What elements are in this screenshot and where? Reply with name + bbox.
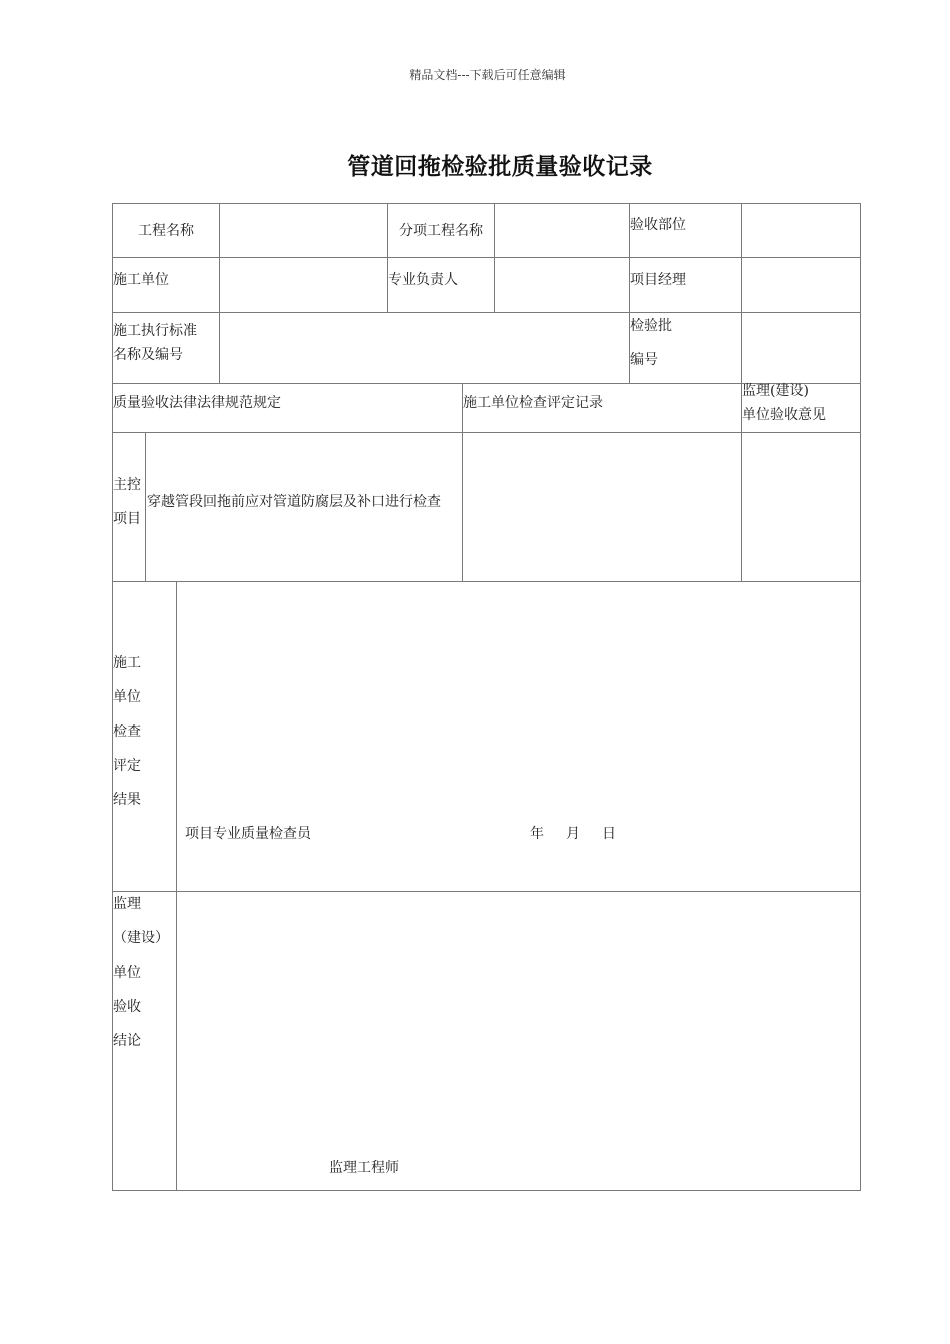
main-control-label-line1: 主控 (113, 477, 141, 493)
construction-result-label-2: 单位 (113, 689, 141, 705)
row12-col-divider-2 (387, 203, 388, 313)
form-border-bottom (112, 1190, 861, 1191)
form-border-top (112, 203, 861, 204)
batch-label-line2: 编号 (630, 352, 658, 368)
construction-result-label-5: 结果 (113, 792, 141, 808)
standard-label-line2: 名称及编号 (113, 347, 183, 363)
project-manager-label: 项目经理 (630, 272, 686, 288)
sub-project-name-label: 分项工程名称 (399, 223, 483, 239)
main-control-label-divider (145, 432, 146, 582)
supervision-conclusion-label-1: 监理 (113, 896, 141, 912)
supervision-conclusion-label-3: 单位 (113, 965, 141, 981)
form-border-right (860, 203, 861, 1191)
row2-bottom-rule (112, 312, 861, 313)
construction-result-label-3: 检查 (113, 724, 141, 740)
construction-result-bottom-rule (112, 891, 861, 892)
supervision-header-line1: 监理(建设) (742, 383, 809, 399)
check-record-header: 施工单位检查评定记录 (463, 395, 603, 411)
month-label: 月 (566, 826, 580, 842)
acceptance-part-label: 验收部位 (630, 217, 686, 233)
supervising-engineer-label: 监理工程师 (329, 1160, 399, 1176)
supervision-conclusion-label-2: （建设） (113, 930, 169, 946)
regulation-header: 质量验收法律法律规范规定 (113, 395, 281, 411)
page-header: 精品文档---下载后可任意编辑 (409, 68, 566, 82)
supervision-conclusion-label-4: 验收 (113, 999, 141, 1015)
professional-lead-label: 专业负责人 (388, 272, 458, 288)
row4-bottom-rule (112, 432, 861, 433)
quality-inspector-label: 项目专业质量检查员 (185, 826, 311, 842)
row3-col-divider-1 (219, 312, 220, 384)
year-label: 年 (530, 826, 544, 842)
row123-col-divider-5 (741, 203, 742, 384)
main-control-bottom-rule (112, 581, 861, 582)
supervision-conclusion-label-5: 结论 (113, 1033, 141, 1049)
standard-label-line1: 施工执行标准 (113, 323, 197, 339)
supervision-header-line2: 单位验收意见 (742, 407, 826, 423)
row45-col-divider-1 (462, 383, 463, 582)
document-title: 管道回拖检验批质量验收记录 (347, 153, 653, 180)
construction-result-label-1: 施工 (113, 655, 141, 671)
result-label-divider (176, 581, 177, 1191)
row12-col-divider-1 (219, 203, 220, 313)
batch-label-line1: 检验批 (630, 318, 672, 334)
main-control-item-text: 穿越管段回拖前应对管道防腐层及补口进行检查 (147, 494, 441, 510)
project-name-label: 工程名称 (138, 223, 194, 239)
main-control-label-line2: 项目 (113, 511, 141, 527)
row1-bottom-rule (112, 257, 861, 258)
day-label: 日 (602, 826, 616, 842)
construction-result-label-4: 评定 (113, 758, 141, 774)
construction-unit-label: 施工单位 (113, 272, 169, 288)
row12-col-divider-3 (494, 203, 495, 313)
